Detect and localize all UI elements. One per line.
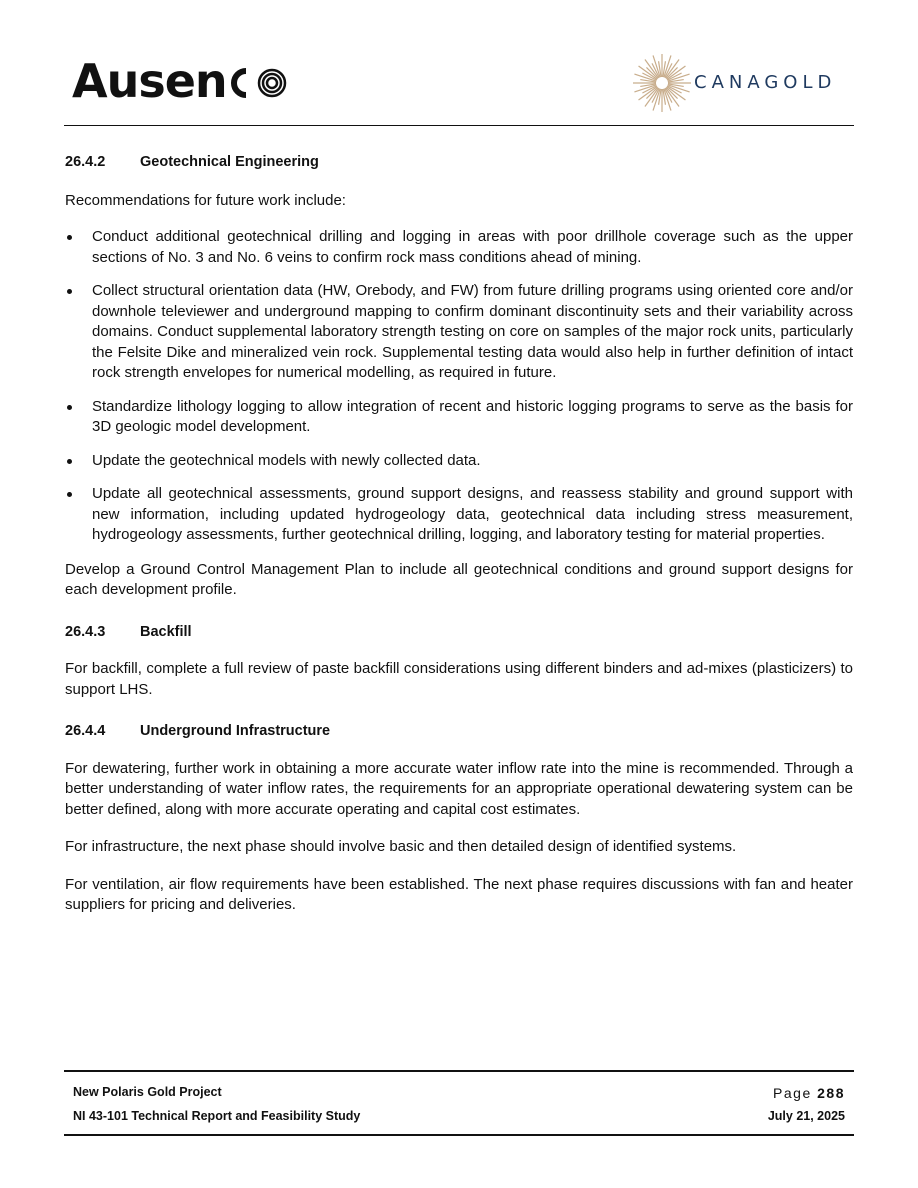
ausenco-logo xyxy=(72,54,292,108)
section-heading-backfill xyxy=(65,622,853,643)
list-item: Collect structural orientation data (HW, Orebody, and FW) from future drilling programs using oriented core and/or downhole televiewer and underground mapping to confirm dominant discontinuity sets and their variability across domains. Conduct supplemental laboratory strength testing on core on samples of the major rock units, particularly the Felsite Dike and mineralized vein rock. Supplemental testing data would also help in further definition of intact rock strength envelopes for numerical modelling, as required in future. xyxy=(65,281,853,384)
footer-rule-bottom xyxy=(64,1134,854,1136)
document-body xyxy=(65,150,853,916)
header-rule xyxy=(64,125,854,126)
page-number xyxy=(773,1085,845,1101)
canagold-logo-text: CANAGOLD xyxy=(694,72,837,93)
paragraph: For dewatering, further work in obtaining a more accurate water inflow rate into the mine is recommended. Through a better understanding of water inflow rates, the requirements for an appropriate operational dewatering system can be better defined, along with more accurate operating and capital cost estimates. xyxy=(65,759,853,818)
list-item: Standardize lithology logging to allow integration of recent and historic logging programs to serve as the basis for 3D geologic model development. xyxy=(65,397,853,438)
list-item: Conduct additional geotechnical drilling and logging in areas with poor drillhole coverage such as the upper sections of No. 3 and No. 6 veins to confirm rock mass conditions ahead of mining. xyxy=(65,227,853,268)
sunburst-icon xyxy=(632,50,692,116)
section-number: 26.4.2 xyxy=(65,154,106,170)
paragraph: For infrastructure, the next phase should involve basic and then detailed design of identified systems. xyxy=(65,838,737,855)
recommendations-list xyxy=(65,227,853,546)
closing-paragraph: Develop a Ground Control Management Plan to include all geotechnical conditions and ground support designs for each development profile. xyxy=(65,560,853,598)
ausenco-swirl-icon xyxy=(228,65,292,101)
section-number: 26.4.4 xyxy=(65,723,106,739)
page-number-value: 288 xyxy=(817,1085,845,1101)
list-item: Update all geotechnical assessments, ground support designs, and reassess stability and ground support with new information, including updated hydrogeology data, geotechnical data including stress measurement, hydrogeology assessments, further geotechnical drilling, logging, and laboratory testing for material properties. xyxy=(65,484,853,546)
section-number: 26.4.3 xyxy=(65,623,106,640)
paragraph: For ventilation, air flow requirements have been established. The next phase requires discussions with fan and heater suppliers for pricing and deliveries. xyxy=(65,875,853,913)
footer-project: New Polaris Gold Project xyxy=(73,1085,222,1099)
paragraph: For backfill, complete a full review of paste backfill considerations using different binders and ad-mixes (plasticizers) to support LHS. xyxy=(65,660,853,698)
page-label: Page xyxy=(773,1085,812,1101)
footer-date: July 21, 2025 xyxy=(767,1109,845,1123)
intro-paragraph: Recommendations for future work include: xyxy=(65,191,346,209)
section-title: Backfill xyxy=(140,623,192,640)
section-title: Underground Infrastructure xyxy=(140,723,331,739)
footer xyxy=(73,1085,845,1123)
footer-rule-top xyxy=(64,1070,854,1072)
list-item: Update the geotechnical models with newly collected data. xyxy=(65,451,853,472)
footer-report-title: NI 43-101 Technical Report and Feasibility Study xyxy=(73,1109,361,1123)
section-title: Geotechnical Engineering xyxy=(140,154,319,170)
section-heading-underground-infrastructure xyxy=(65,721,853,742)
section-heading-geotechnical xyxy=(65,152,853,173)
canagold-logo xyxy=(632,50,852,116)
ausenco-logo-text: Ausen xyxy=(72,54,227,108)
